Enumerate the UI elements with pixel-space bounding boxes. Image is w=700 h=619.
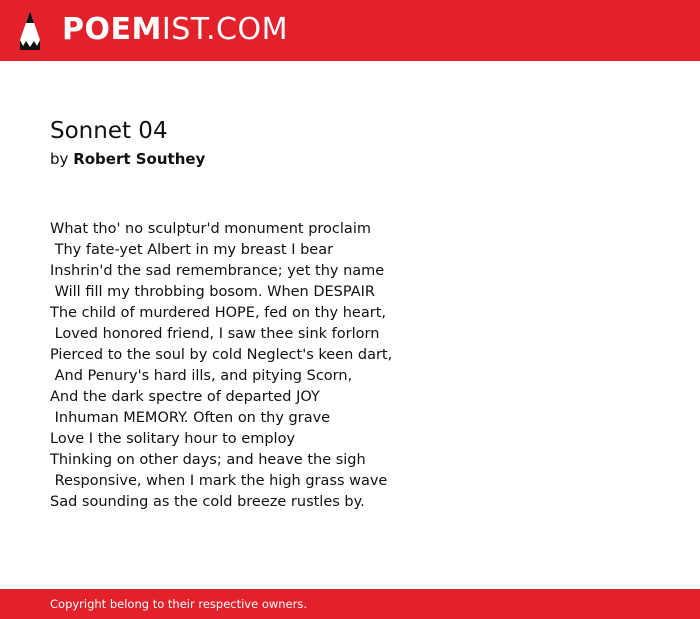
poem-line: And Penury's hard ills, and pitying Scorn, [50, 368, 353, 384]
poem-line: Thy fate-yet Albert in my breast I bear [50, 242, 334, 258]
poem-line: Will fill my throbbing bosom. When DESPAIR [50, 284, 375, 300]
pencil-tip-icon[interactable] [18, 10, 42, 51]
by-label: by [50, 150, 69, 168]
poem-line: Inhuman MEMORY. Often on thy grave [50, 410, 331, 426]
poem-line: Thinking on other days; and heave the sigh [50, 452, 366, 468]
poem-line: Inshrin'd the sad remembrance; yet thy name [50, 263, 385, 279]
copyright-text: Copyright belong to their respective owners. [50, 597, 308, 611]
author-name: Robert Southey [73, 150, 206, 168]
poem-body [50, 219, 392, 513]
poem-line: Sad sounding as the cold breeze rustles by. [50, 494, 365, 510]
site-header [0, 0, 700, 61]
site-footer [0, 589, 700, 619]
byline [50, 149, 205, 169]
poem-line: Pierced to the soul by cold Neglect's keen dart, [50, 347, 393, 363]
logo-text-light: IST.COM [161, 12, 288, 47]
poem-line: And the dark spectre of departed JOY [50, 389, 320, 405]
poem-line: Love I the solitary hour to employ [50, 431, 296, 447]
poem-title: Sonnet 04 [50, 118, 168, 144]
site-logo[interactable] [62, 11, 288, 49]
poem-line: Loved honored friend, I saw thee sink forlorn [50, 326, 380, 342]
poem-line: The child of murdered HOPE, fed on thy heart, [50, 305, 386, 321]
poem-line: Responsive, when I mark the high grass wave [50, 473, 388, 489]
poem-line: What tho' no sculptur'd monument proclaim [50, 221, 371, 237]
logo-text-bold: POEM [62, 12, 162, 47]
